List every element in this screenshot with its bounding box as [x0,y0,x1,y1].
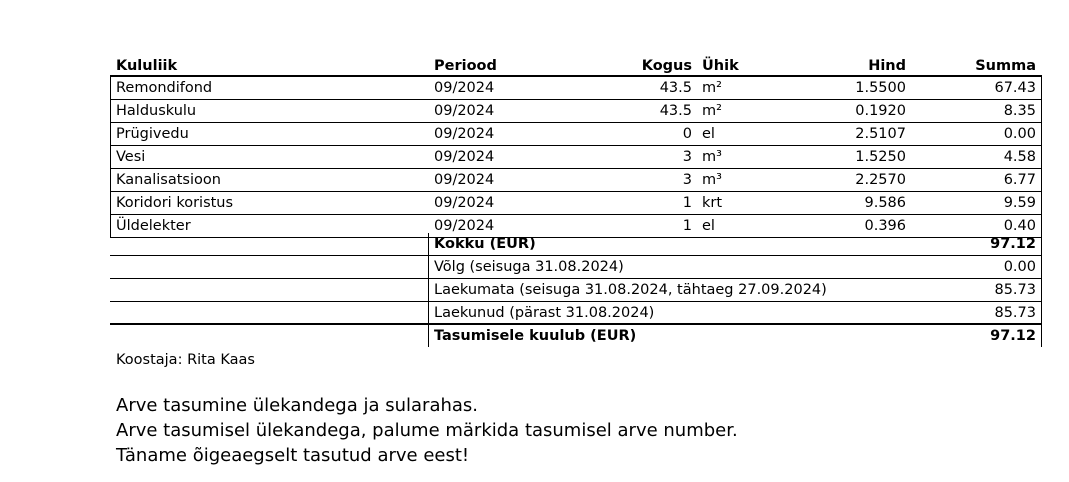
row-unit: el [702,218,715,234]
note-line: Täname õigeaegselt tasutud arve eest! [116,445,470,466]
row-name: Koridori koristus [116,195,234,211]
row-qty: 43.5 [659,103,692,119]
row-qty: 0 [682,126,692,142]
row-name: Kanalisatsioon [116,172,221,188]
row-period: 09/2024 [434,103,495,119]
table-row [110,169,1042,192]
row-name: Üldelekter [116,218,191,234]
table-row [110,123,1042,146]
row-unit: m³ [702,149,722,165]
row-sum: 6.77 [1003,172,1036,188]
debt-value: 0.00 [1003,259,1036,275]
row-name: Remondifond [116,80,213,96]
table-header [110,55,1042,77]
row-sum: 0.40 [1003,218,1036,234]
row-period: 09/2024 [434,149,495,165]
received-row [110,302,1042,324]
header-qty: Kogus [641,58,692,74]
payable-row [110,325,1042,347]
row-unit: krt [702,195,723,211]
table-row [110,77,1042,100]
received-value: 85.73 [994,305,1036,321]
header-price: Hind [868,58,906,74]
debt-row [110,256,1042,279]
row-sum: 9.59 [1003,195,1036,211]
table-row [110,192,1042,215]
outstanding-row [110,279,1042,302]
row-price: 9.586 [864,195,906,211]
table-row [110,146,1042,169]
header-unit: Ühik [702,58,739,74]
row-name: Halduskulu [116,103,197,119]
row-name: Vesi [116,149,146,165]
row-period: 09/2024 [434,126,495,142]
note-line: Arve tasumine ülekandega ja sularahas. [116,395,479,416]
row-unit: el [702,126,715,142]
row-sum: 4.58 [1003,149,1036,165]
table-row [110,100,1042,123]
row-sum: 8.35 [1003,103,1036,119]
header-period: Periood [434,58,497,74]
total-label: Kokku (EUR) [434,236,536,252]
summary-block [110,233,1042,324]
total-row [110,233,1042,256]
row-period: 09/2024 [434,195,495,211]
row-unit: m² [702,80,722,96]
row-unit: m² [702,103,722,119]
received-label: Laekunud (pärast 31.08.2024) [434,305,655,321]
row-price: 1.5500 [855,80,906,96]
row-qty: 3 [682,172,692,188]
row-period: 09/2024 [434,172,495,188]
row-unit: m³ [702,172,722,188]
row-name: Prügivedu [116,126,189,142]
payable-value: 97.12 [990,328,1036,344]
debt-label: Võlg (seisuga 31.08.2024) [434,259,624,275]
payable-block [110,325,1042,347]
note-line: Arve tasumisel ülekandega, palume märkida tasumisel arve number. [116,420,738,441]
row-price: 2.2570 [855,172,906,188]
row-price: 0.1920 [855,103,906,119]
outstanding-value: 85.73 [994,282,1036,298]
row-qty: 1 [682,195,692,211]
outstanding-label: Laekumata (seisuga 31.08.2024, tähtaeg 27.09.2024) [434,282,827,298]
row-period: 09/2024 [434,80,495,96]
row-period: 09/2024 [434,218,495,234]
row-qty: 3 [682,149,692,165]
row-qty: 1 [682,218,692,234]
payment-notes [116,393,738,468]
author-line: Koostaja: Rita Kaas [116,352,255,368]
header-sum: Summa [975,58,1036,74]
row-sum: 0.00 [1003,126,1036,142]
row-sum: 67.43 [994,80,1036,96]
total-value: 97.12 [990,236,1036,252]
row-price: 1.5250 [855,149,906,165]
row-price: 0.396 [864,218,906,234]
row-qty: 43.5 [659,80,692,96]
charges-table [110,55,1042,238]
row-price: 2.5107 [855,126,906,142]
header-name: Kululiik [116,58,178,74]
payable-label: Tasumisele kuulub (EUR) [434,328,637,344]
